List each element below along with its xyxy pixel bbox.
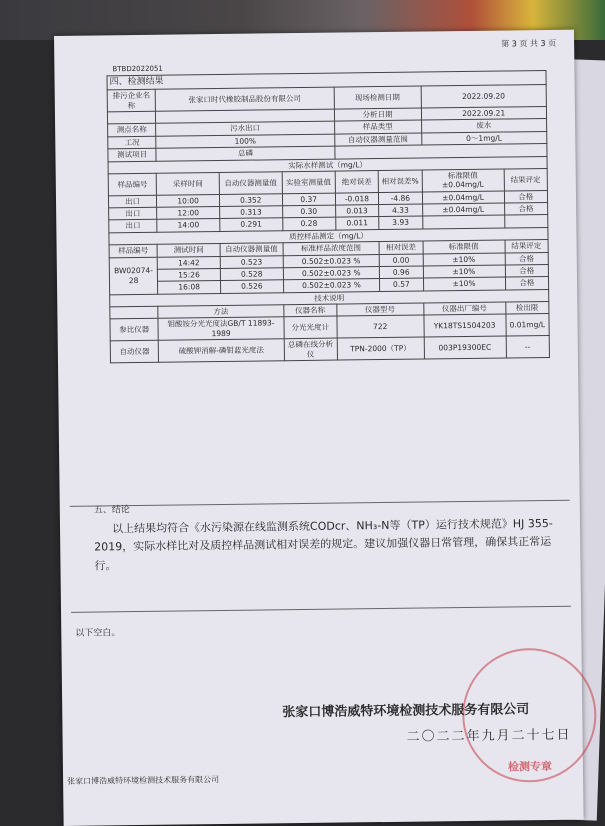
cell: ±0.04mg/L [422,203,504,216]
cell: 0.57 [380,278,424,291]
cell: 722 [337,315,424,338]
stamp-text: 检测专章 [507,759,553,774]
results-table [106,70,549,363]
conclusion [94,498,565,575]
cell: 合格 [505,252,549,265]
info-label: 排污企业名称 [107,90,155,112]
cell: 0.352 [219,193,282,206]
col-header: 结果评定 [504,168,548,190]
col-header: 标准样品浓度范围 [283,242,380,256]
cell: 0.502±0.023 % [283,279,380,293]
cell: 硫酸钾消解-磷钼蓝光度法 [158,339,284,362]
cell: 0.313 [220,206,283,219]
col-header: 绝对误差 [335,170,379,192]
col-header: 仪器名称 [283,304,336,317]
info-value: 100% [156,134,335,149]
info-label: 现场检测日期 [334,86,421,109]
qc-title: 质控样品测定（mg/L） [109,227,548,245]
col-header: 仪器出厂编号 [423,302,505,315]
cell: 0.526 [220,280,283,293]
cell: 3.93 [379,216,423,229]
cell: 14:42 [157,256,220,269]
info-value: 2022.09.21 [421,106,547,120]
cell [504,215,548,228]
info-label: 样品类型 [334,120,421,133]
cell: 0.011 [335,217,379,230]
col-header: 标准限值 [423,240,505,253]
cell: YK18TS1504203 [423,314,505,337]
cell: 003P19300EC [424,336,506,359]
cell: 钼酸铵分光光度法GB/T 11893-1989 [158,317,284,340]
col-header: 实验室测量值 [282,171,335,193]
cell: -0.018 [335,192,379,205]
cell: 合格 [504,202,548,215]
cell: 0.523 [220,255,283,268]
divider [71,606,571,613]
col-header: 检出限 [505,301,549,314]
cell: 0.00 [379,254,423,267]
cell: 参比仪器 [110,319,158,341]
col-header: 方法 [158,305,284,319]
col-header: 自动仪器测量值 [219,172,282,195]
cell: BW02074-28 [109,257,158,295]
section-title: 四、检测结果 [107,70,546,90]
cell: 出口 [109,220,157,233]
cell: 0.528 [220,268,283,281]
cell: -- [506,336,550,358]
report-code: BTBD2022051 [112,64,163,74]
info-value: 2022.09.20 [421,85,547,108]
cell: 合格 [504,190,548,203]
cell [422,215,504,228]
cell: 0.502±0.023 % [283,254,380,268]
info-value: 张家口时代橡胶制品股份有限公司 [155,87,334,111]
info-label: 自动仪器测量范围 [334,133,421,146]
col-header: 标准限值 ±0.04mg/L [422,169,504,192]
cell: 0.291 [220,218,283,231]
cell: ±10% [423,277,505,290]
cell: 合格 [505,264,549,277]
cell: 出口 [109,207,157,220]
cell: 分光光度计 [284,316,337,338]
cell: TPN-2000（TP） [337,337,424,360]
cell: 自动仪器 [110,340,158,362]
col-header: 自动仪器测量值 [220,243,283,256]
col-header: 样品编号 [109,244,157,257]
page-number: 第 3 页 共 3 页 [501,38,557,49]
cell: 0.502±0.023 % [283,266,380,280]
info-value: 废水 [421,119,547,133]
cell: 0.37 [282,193,335,206]
cell: 0.96 [379,266,423,279]
tech-title: 技术说明 [110,289,549,307]
col-header: 相对误差% [378,170,422,192]
cell: ±10% [423,265,505,278]
col-header: 相对误差 [379,241,423,254]
footer-company: 张家口博浩威特环境检测技术服务有限公司 [67,775,220,786]
cell: 0.01mg/L [505,314,549,336]
info-value: 污水出口 [156,121,335,136]
info-label: 测试项目 [108,148,156,161]
info-label: 工况 [108,136,156,149]
cell: 14:00 [157,219,220,232]
cell: 12:00 [157,206,220,219]
cell: -4.86 [379,192,423,205]
blank-note: 以下空白。 [75,628,121,639]
col-header: 样品编号 [108,173,156,195]
cell: 出口 [108,195,156,208]
info-value: 总磷 [156,146,335,161]
cell: 15:26 [158,268,221,281]
info-label: 测点名称 [108,124,156,137]
conclusion-text: 以上结果均符合《水污染源在线监测系统CODcr、NH₃-N等（TP）运行技术规范》HJ 355-2019，实际水样比对及质控样品测试相对误差的规定。建议加强仪器日常管理，确保其正常运行。 [94,517,553,573]
actual-title: 实际水样测试（mg/L） [108,156,547,174]
issuer-name: 张家口博浩威特环境检测技术服务有限公司 [282,702,530,721]
report-page [54,30,584,826]
cell: 合格 [505,277,549,290]
cell: 0.30 [282,205,335,218]
col-header: 结果评定 [505,240,549,253]
cell: 10:00 [157,194,220,207]
cell: 16:08 [158,281,221,294]
col-header: 采样时间 [156,172,219,195]
col-header: 仪器型号 [336,303,423,316]
cell: 4.33 [379,204,423,217]
conclusion-title: 五、结论 [93,505,130,516]
cell: 0.013 [335,205,379,218]
cell: ±10% [423,253,505,266]
info-value: 0～1mg/L [421,131,547,145]
info-label: 分析日期 [334,108,421,121]
cell: ±0.04mg/L [422,191,504,204]
col-header: 测试时间 [157,244,220,257]
issue-date: 二〇二二年九月二十七日 [406,727,572,745]
cell: 总磷在线分析仪 [284,338,337,360]
cell: 0.28 [282,217,335,230]
table-row [110,336,549,363]
